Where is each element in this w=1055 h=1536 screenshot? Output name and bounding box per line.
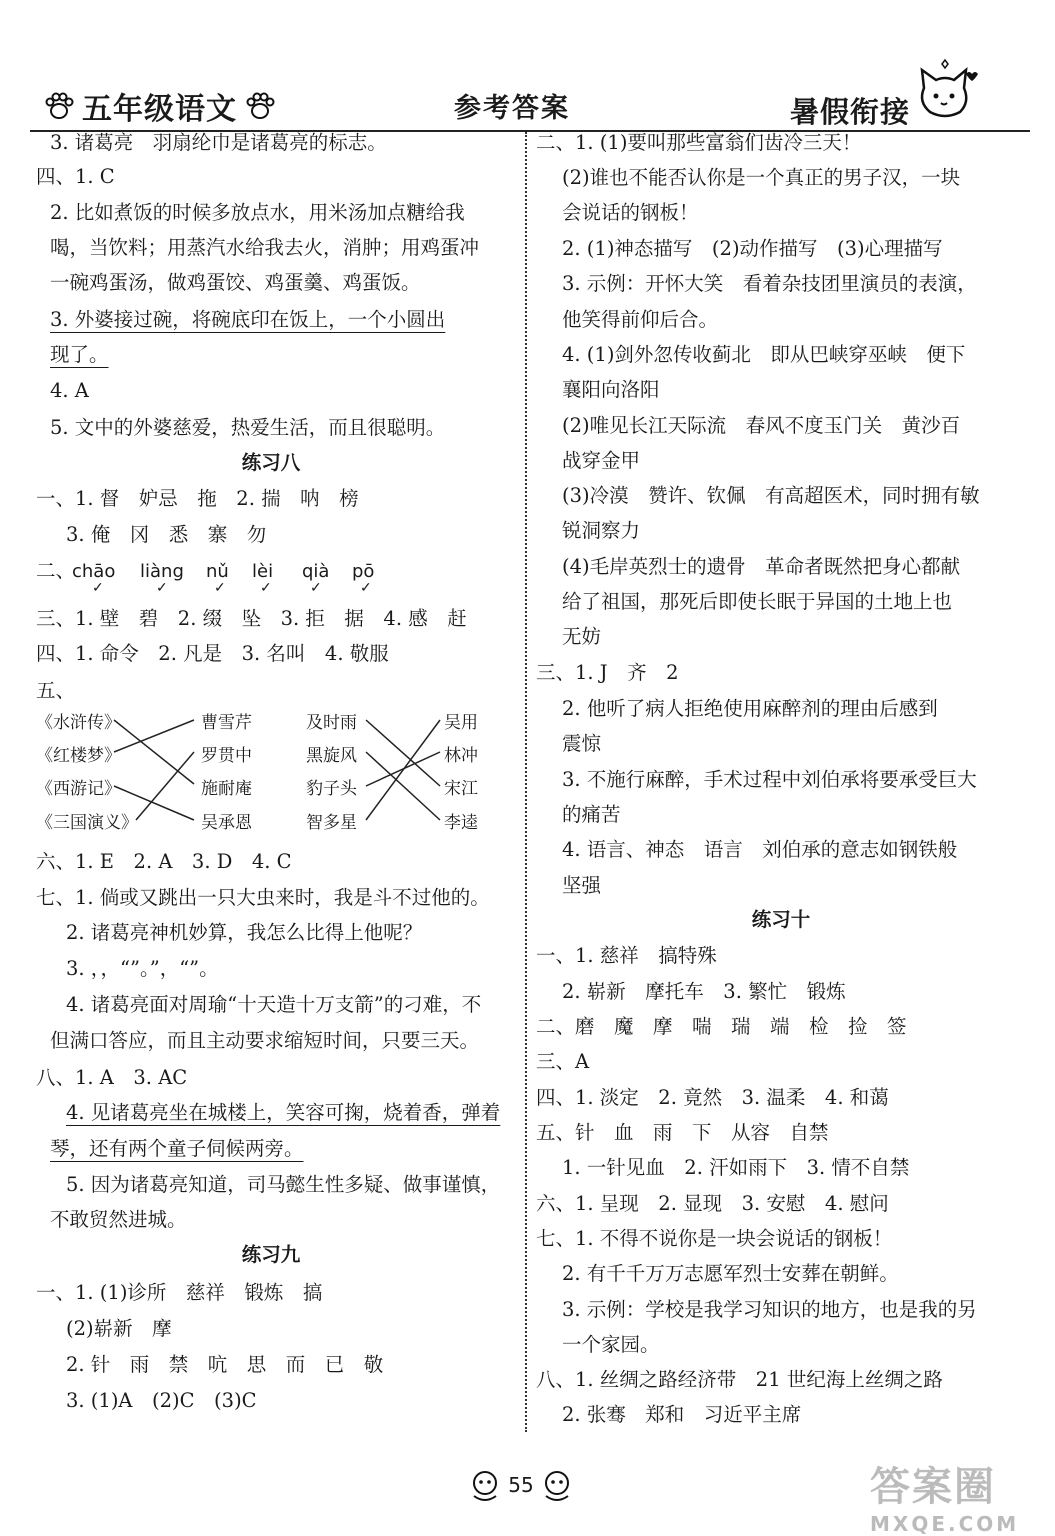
text-line: 3. 示例：开怀大笑 看着杂技团里演员的表演， [562,272,977,295]
paw-icon [245,92,275,120]
section-heading: 练习八 [241,451,301,474]
subject-label: 五年级语文 [82,92,237,127]
text-line: 一碗鸡蛋汤，做鸡蛋饺、鸡蛋羹、鸡蛋饭。 [50,271,421,294]
book-title: 《三国演义》 [36,813,138,833]
text-line: 震惊 [562,732,602,755]
matching-lines [36,708,506,838]
text-line: 喝，当饮料；用蒸汽水给我去火，消肿；用鸡蛋冲 [50,236,480,259]
text-line: 但满口答应，而且主动要求缩短时间，只要三天。 [50,1029,480,1052]
text-line: 七、1. 不得不说你是一块会说话的钢板！ [536,1227,893,1250]
book-title: 《西游记》 [36,779,121,799]
text-line: 无妨 [562,625,602,648]
text-line: 5. 因为诸葛亮知道，司马懿生性多疑、做事谨慎， [66,1173,501,1196]
book-title: 《红楼梦》 [36,746,121,766]
text-line: 五、 [36,679,76,702]
page-number: 55 [508,1473,534,1497]
text-line: 3. 不施行麻醉，手术过程中刘伯承将要承受巨大 [562,768,977,791]
text-line: (2)谁也不能否认你是一个真正的男子汉，一块 [562,166,961,189]
text-line: 三、1. 壁 碧 2. 缀 坠 3. 拒 据 4. 感 赶 [36,607,467,630]
text-line: 五、针 血 雨 下 从容 自禁 [536,1121,829,1144]
text-line: 5. 文中的外婆慈爱，热爱生活，而且很聪明。 [50,416,446,439]
pinyin-item: qià [302,561,330,582]
nickname: 智多星 [306,813,357,833]
text-line: 3. (1)A (2)C (3)C [66,1389,257,1412]
text-line: 会说话的钢板！ [562,201,699,224]
author-name: 罗贯中 [201,746,252,766]
check-mark-icon: ✓ [310,580,322,596]
text-line: 四、1. C [36,165,115,188]
text-line: 2. 针 雨 禁 吭 思 而 已 敬 [66,1353,384,1376]
author-name: 施耐庵 [201,779,252,799]
text-line: 二、 [36,559,76,582]
text-line: 2. 有千千万万志愿军烈士安葬在朝鲜。 [562,1262,899,1285]
hero-name: 宋江 [444,779,478,799]
book-title: 《水浒传》 [36,713,121,733]
hero-name: 吴用 [444,713,478,733]
check-mark-icon: ✓ [92,580,104,596]
text-line: 琴，还有两个童子伺候两旁。 [50,1137,304,1160]
watermark [870,1455,1019,1536]
pinyin-item: liàng [140,561,184,582]
check-mark-icon: ✓ [214,580,226,596]
author-name: 曹雪芹 [201,713,252,733]
text-line: 二、1. (1)要叫那些富翁们齿冷三天！ [536,131,862,154]
text-line: 2. 比如煮饭的时候多放点水，用米汤加点糖给我 [50,201,465,224]
watermark-text: 答案圈 [870,1464,996,1510]
text-line: 襄阳向洛阳 [562,378,660,401]
text-line: 4. A [50,379,89,402]
pinyin-item: nǔ [206,561,229,582]
text-line: 一个家园。 [562,1333,660,1356]
text-line: 锐洞察力 [562,519,641,542]
text-line: 3. 诸葛亮 羽扇纶巾是诸葛亮的标志。 [50,131,387,154]
subject-title [36,84,283,128]
check-mark-icon: ✓ [260,580,272,596]
text-line: (2)唯见长江天际流 春风不度玉门关 黄沙百 [562,414,961,437]
text-line: 4. 语言、神态 语言 刘伯承的意志如钢铁般 [562,838,958,861]
text-line: 八、1. A 3. AC [36,1066,188,1089]
text-line: 2. 张骞 郑和 习近平主席 [562,1403,802,1426]
text-line: 现了。 [50,343,109,366]
text-line: 二、磨 魔 摩 喘 瑞 端 检 捡 签 [536,1015,907,1038]
text-line: 一、1. 慈祥 搞特殊 [536,944,717,967]
text-line: 2. 崭新 摩托车 3. 繁忙 锻炼 [562,980,846,1003]
text-line: (3)冷漠 赞许、钦佩 有高超医术，同时拥有敏 [562,484,980,507]
text-line: 3. 示例：学校是我学习知识的地方，也是我的另 [562,1298,977,1321]
text-line: 1. 一针见血 2. 汗如雨下 3. 情不自禁 [562,1156,910,1179]
hero-name: 林冲 [444,746,478,766]
text-line: 给了祖国，那死后即使长眠于异国的土地上也 [562,590,953,613]
paw-icon [44,92,74,120]
text-line: 三、A [536,1050,590,1073]
text-line: 六、1. E 2. A 3. D 4. C [36,850,292,873]
text-line: 一、1. (1)诊所 慈祥 锻炼 搞 [36,1281,323,1304]
text-line: 七、1. 倘或又跳出一只大虫来时，我是斗不过他的。 [36,886,490,909]
text-line: (2)崭新 摩 [66,1317,172,1340]
pinyin-item: lèi [252,561,274,582]
column-divider [525,132,527,1432]
nickname: 及时雨 [306,713,357,733]
text-line: 四、1. 淡定 2. 竟然 3. 温柔 4. 和蔼 [536,1086,889,1109]
pinyin-item: pō [352,561,375,582]
text-line: 三、1. J 齐 2 [536,661,679,684]
nickname: 豹子头 [306,779,357,799]
matching-exercise [36,708,506,838]
text-line: 六、1. 呈现 2. 显现 3. 安慰 4. 慰问 [536,1192,889,1215]
text-line: 4. 见诸葛亮坐在城楼上，笑容可掬，烧着香，弹着 [66,1101,501,1124]
mascot-icon [540,1468,574,1502]
text-line: 的痛苦 [562,803,621,826]
author-name: 吴承恩 [201,813,252,833]
text-line: 四、1. 命令 2. 凡是 3. 名叫 4. 敬服 [36,642,389,665]
text-line: 2. 他听了病人拒绝使用麻醉剂的理由后感到 [562,697,938,720]
text-line: 战穿金甲 [562,449,641,472]
section-heading: 练习十 [751,908,811,931]
mascot-icon [468,1468,502,1502]
watermark-url: MXQE.COM [870,1512,1020,1536]
text-line: 一、1. 督 妒忌 拖 2. 揣 呐 榜 [36,487,359,510]
page-title: 参考答案 [454,93,570,124]
nickname: 黑旋风 [306,746,357,766]
text-line: 不敢贸然进城。 [50,1208,187,1231]
cat-mascot-icon [910,58,980,128]
text-line: 他笑得前仰后合。 [562,308,719,331]
check-mark-icon: ✓ [156,580,168,596]
page-footer [456,1465,586,1505]
text-line: 2. (1)神态描写 (2)动作描写 (3)心理描写 [562,237,943,260]
text-line: 4. (1)剑外忽传收蓟北 即从巴峡穿巫峡 便下 [562,343,966,366]
text-line: 4. 诸葛亮面对周瑜“十天造十万支箭”的刁难，不 [66,993,482,1016]
check-mark-icon: ✓ [360,580,372,596]
series-title: 暑假衔接 [790,95,911,129]
text-line: 八、1. 丝绸之路经济带 21 世纪海上丝绸之路 [536,1368,943,1391]
text-line: 坚强 [562,874,602,897]
section-heading: 练习九 [241,1243,301,1266]
text-line: 2. 诸葛亮神机妙算，我怎么比得上他呢？ [66,921,423,944]
page-header [0,78,1055,128]
text-line: 3. 外婆接过碗，将碗底印在饭上，一个小圆出 [50,308,446,331]
text-line: 3. ，，“”。”，“”。 [66,957,219,980]
pinyin-item: chāo [72,561,116,582]
text-line: (4)毛岸英烈士的遗骨 革命者既然把身心都献 [562,555,961,578]
hero-name: 李逵 [444,813,478,833]
text-line: 3. 俺 冈 悉 寨 勿 [66,523,267,546]
